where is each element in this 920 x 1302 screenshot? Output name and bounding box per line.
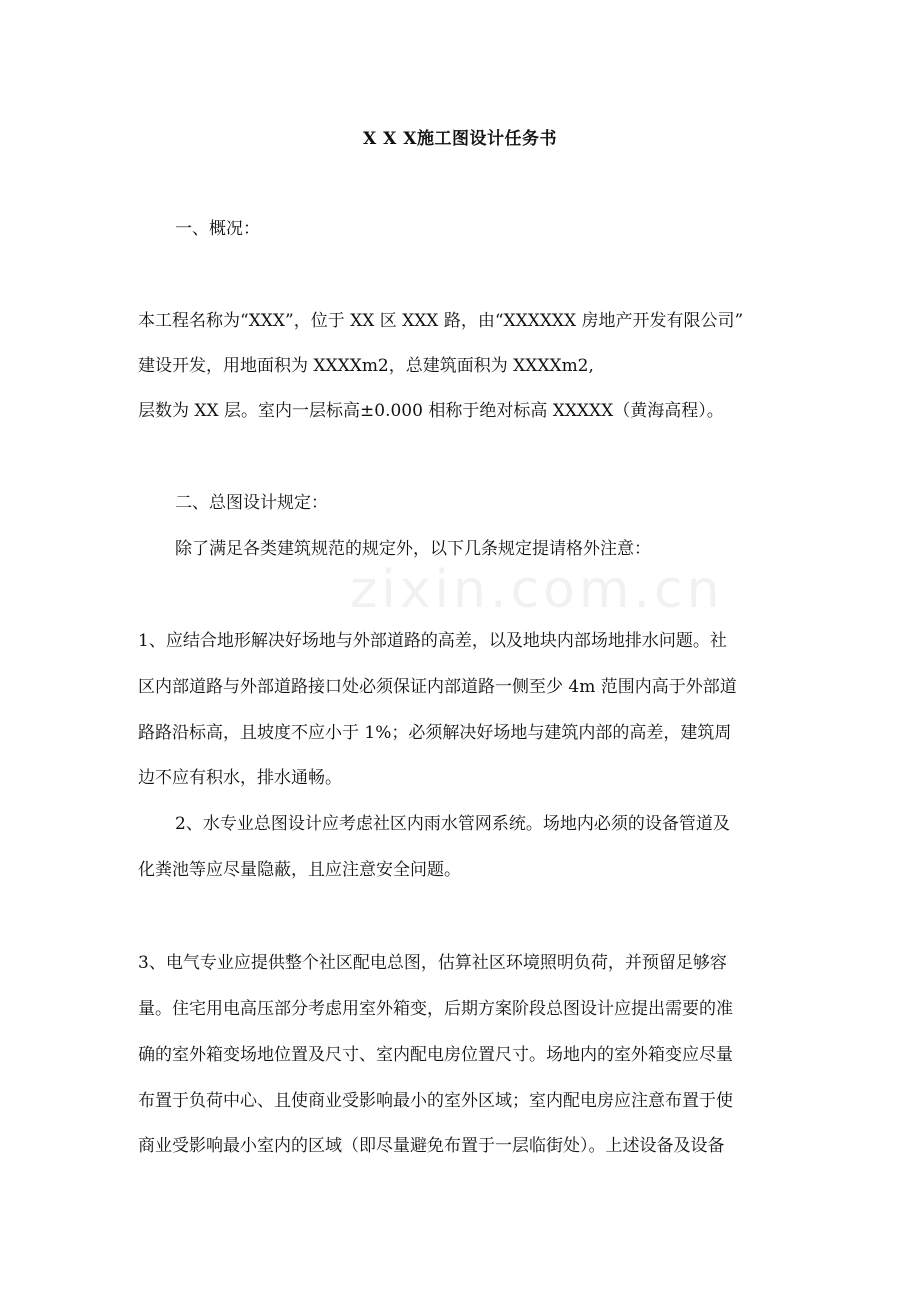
section2-intro: 除了满足各类建筑规范的规定外，以下几条规定提请格外注意：: [175, 539, 651, 559]
overview-line: 建设开发，用地面积为 XXXXm2，总建筑面积为 XXXXm2,: [138, 356, 594, 376]
item3-line: 3、电气专业应提供整个社区配电总图，估算社区环境照明负荷，并预留足够容: [138, 953, 727, 973]
section2-heading: 二、总图设计规定：: [175, 493, 328, 513]
overview-line: 本工程名称为“XXX”，位于 XX 区 XXX 路，由“XXXXXX 房地产开发有限公司”: [138, 311, 744, 331]
item1-line: 区内部道路与外部道路接口处必须保证内部道路一侧至少 4m 范围内高于外部道: [138, 677, 737, 697]
item3-line: 商业受影响最小室内的区域（即尽量避免布置于一层临街处）。上述设备及设备: [138, 1136, 725, 1156]
item1-line: 边不应有积水，排水通畅。: [138, 768, 342, 788]
item2-line: 化粪池等应尽量隐蔽，且应注意安全问题。: [138, 860, 461, 880]
item1-line: 1、应结合地形解决好场地与外部道路的高差，以及地块内部场地排水问题。社: [138, 631, 727, 651]
item1-line: 路路沿标高，且坡度不应小于 1%；必须解决好场地与建筑内部的高差，建筑周: [138, 723, 732, 743]
item2-line: 2、水专业总图设计应考虑社区内雨水管网系统。场地内必须的设备管道及: [175, 814, 730, 834]
overview-line: 层数为 XX 层。室内一层标高±0.000 相称于绝对标高 XXXXX（黄海高程）。: [138, 401, 724, 421]
item3-line: 确的室外箱变场地位置及尺寸、室内配电房位置尺寸。场地内的室外箱变应尽量: [138, 1045, 733, 1065]
document-title: X X X施工图设计任务书: [363, 129, 557, 149]
section1-heading: 一、概况：: [175, 219, 260, 239]
item3-line: 布置于负荷中心、且使商业受影响最小的室外区域；室内配电房应注意布置于使: [138, 1091, 733, 1111]
watermark: zixin.com.cn: [350, 560, 724, 620]
item3-line: 量。住宅用电高压部分考虑用室外箱变，后期方案阶段总图设计应提出需要的准: [138, 999, 733, 1019]
